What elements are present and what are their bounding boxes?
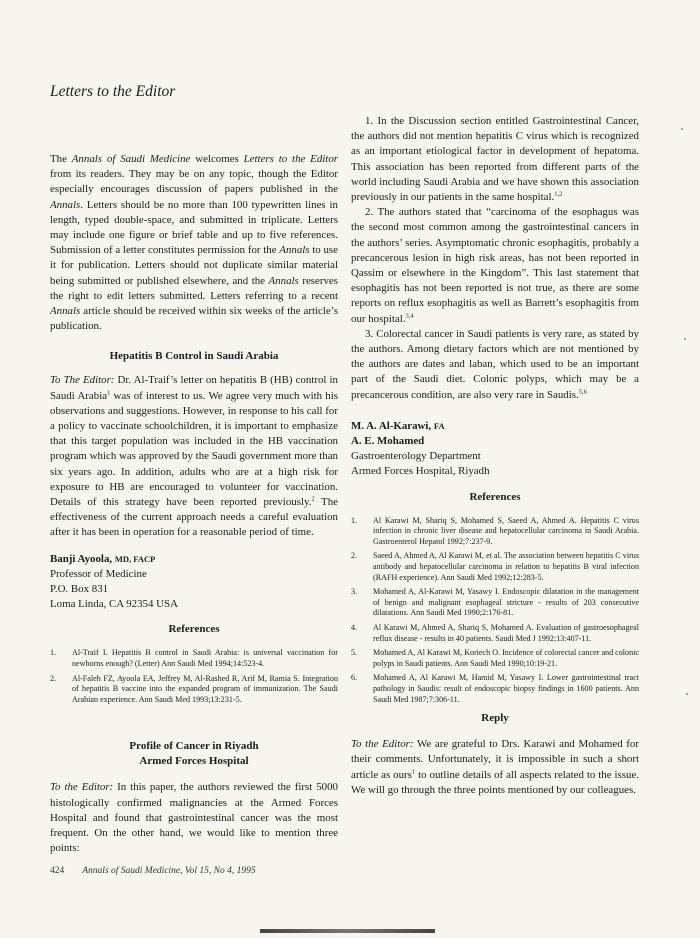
letter-text: In this paper, the authors reviewed the first 5000 histologically confirmed malignancies at the Armed Forces Hospital and found that gastrointestinal cancer was the most frequent. On the other hand, we would like to mention three points: (50, 781, 338, 855)
letter-body (50, 780, 338, 856)
reference-item (351, 551, 639, 583)
author-name: Banji Ayoola, (50, 552, 113, 565)
scan-speck (684, 338, 686, 340)
author-name: A. E. Mohamed (351, 435, 425, 448)
citation-marker: 2 (311, 495, 315, 503)
author-name: M. A. Al-Karawi, (351, 419, 432, 432)
point-text: 2. The authors stated that “carcinoma of the esophagus was the second most common among the gastrointestinal cancers in the authors’ series. Asymptomatic chronic esophagitis, probably a precancerous lesion in high risk areas, has not been reported in Qassim or elsewhere in the Kingdom”. This last statement that esophagitis has not been reported is not true, as there are some reports on reflux esophagitis as well as Barrett’s esophagitis from our hospital. (351, 206, 639, 325)
reference-number: 4. (351, 623, 358, 633)
numbered-point (351, 205, 639, 327)
reference-number: 6. (351, 673, 358, 683)
numbered-point (351, 114, 639, 205)
intro-text: from its readers. They may be on any topic, though the Editor especially encourages discussion of papers published in the (50, 168, 338, 196)
author-degree: FA (433, 420, 445, 431)
reference-item (50, 674, 338, 706)
reference-list (50, 648, 338, 705)
reference-text: Mohamed A, Al Karawi M, Hamid M, Yasawy I. Lower gastrointestinal tract pathology in Saudis: result of endoscopic biopsy findings in 1600 patients. Ann Saudi Med 1987;7:306-11. (373, 673, 639, 704)
intro-text: to use it for publication. Letters should not duplicate similar material being submitted or published elsewhere, and the (50, 244, 338, 287)
letter-salutation: To the Editor: (50, 781, 114, 794)
intro-text: reserves the right to edit letters submitted. Letters referring to a recent (50, 274, 338, 302)
reference-text: Al-Traif I. Hepatitis B control in Saudi Arabia: is universal vaccination for newborns enough? (Letter) Ann Saudi Med 1994;14:523-4. (72, 648, 338, 669)
author-title: Professor of Medicine (50, 567, 147, 580)
intro-text: The (50, 153, 72, 165)
citation-marker: 3,4 (405, 312, 414, 320)
reference-list (351, 516, 639, 706)
reference-number: 2. (351, 551, 358, 561)
reference-item (351, 648, 639, 669)
reference-text: Al Karawi M, Ahmed A, Shariq S, Mohamed A. Evaluation of gastroesophageal reflux disease - results in 40 patients. Saudi Med J 1992;13:407-11. (373, 623, 639, 643)
reference-number: 3. (351, 587, 358, 597)
point-text: 1. In the Discussion section entitled Gastrointestinal Cancer, the authors did not mention hepatitis C virus which is recognized as an important etiological factor in development of hepatoma. This association has been reported from different parts of the world including Saudi Arabia and we have shown this association previously in our patients in the same hospital. (351, 115, 639, 204)
reference-text: Mohamed A, Al Karawi M, Koriech O. Incidence of colorectal cancer and colonic polyps in Saudi patients. Ann Saudi Med 1990;10:19-21. (373, 648, 639, 668)
letter-text: Dr. Al-Traif’s letter on hepatitis B (HB) control in Saudi Arabia (50, 374, 338, 402)
journal-name: Annals (50, 305, 81, 318)
journal-name: Annals (268, 274, 299, 287)
intro-paragraph (50, 152, 338, 334)
author-institution: Armed Forces Hospital, Riyadh (351, 465, 490, 478)
reference-number: 1. (50, 648, 57, 658)
heading-line: Armed Forces Hospital (139, 755, 249, 768)
letter-text: The effectiveness of the current approach needs a careful evaluation after it has been in operation for a reasonable period of time. (50, 496, 338, 539)
journal-name: Annals of Saudi Medicine (71, 153, 191, 165)
reference-text: Al-Faleh FZ, Ayoola EA, Jeffrey M, Al-Rashed R, Arif M, Ramia S. Integration of hepatitis B vaccine into the expanded program of immunization. The Saudi Arabian experience. Ann Saudi Med 1993;13:231-5. (72, 673, 338, 704)
reference-text: Saeed A, Ahmed A, Al Karawi M, et al. The association between hepatitis C virus antibody and hepatocellular carcinoma in relation to hepatitis B viral infection (RAFH experience). Ann Saudi Med 1992;12:283-5. (373, 551, 639, 582)
reference-item (351, 623, 639, 644)
left-column (50, 80, 338, 856)
reply-text: to outline details of all aspects related to the issue. We will go through the three points mentioned by our colleagues. (351, 768, 640, 796)
author-degree: MD, FACP (114, 553, 156, 564)
references-heading: References (469, 490, 521, 503)
intro-text: . Letters should be no more than 100 typewritten lines in length, typed double-space, and submitted in triplicate. Letters may include one figure or brief table and up to five references. Submission of a letter constitutes permission for the (50, 198, 338, 257)
author-city: Loma Linda, CA 92354 USA (50, 598, 178, 611)
reference-item (351, 516, 639, 548)
author-department: Gastroenterology Department (351, 450, 481, 463)
journal-citation: Annals of Saudi Medicine, Vol 15, No 4, 1995 (82, 866, 256, 876)
author-address: P.O. Box 831 (50, 583, 109, 596)
numbered-point (351, 327, 639, 403)
heading-line: Profile of Cancer in Riyadh (129, 740, 259, 753)
author-signature (50, 552, 338, 613)
author-signature (351, 419, 639, 480)
page-number: 424 (50, 866, 65, 876)
reference-text: Mohamed A, Al-Karawi M, Yasawy I. Endoscopic dilatation in the management of benign and malignant esophageal stricture - results of 203 consecutive dilatations. Ann Saudi Med 1990;2:176-81. (373, 587, 639, 618)
reference-item (351, 587, 639, 619)
citation-marker: 1,2 (554, 190, 563, 198)
reference-number: 5. (351, 648, 358, 658)
intro-text: article should be received within six weeks of the article’s publication. (50, 305, 338, 333)
scan-edge-bar (260, 929, 435, 933)
scan-speck (681, 128, 683, 130)
letter-heading: Hepatitis B Control in Saudi Arabia (109, 350, 279, 363)
journal-name: Annals (279, 244, 310, 257)
right-column (351, 80, 639, 798)
reference-number: 2. (50, 673, 57, 683)
citation-marker: 1 (107, 389, 111, 397)
letter-text: was of interest to us. We agree very much with his observations and suggestions. However, in response to his call for a policy to vaccinate schoolchildren, it is important to emphasize that this target population was included in the HB vaccination program which was approved by the Saudi government more than six years ago. In addition, adults who are at a high risk for exposure to HB are encouraged to volunteer for vaccination. Details of this strategy have been reported previously. (50, 389, 339, 509)
letter-salutation: To The Editor: (50, 374, 115, 387)
reply-text: We are grateful to Drs. Karawi and Mohamed for their comments. Unfortunately, it is impossible in such a short article as ours (351, 738, 640, 781)
journal-name: Annals (50, 198, 81, 211)
letter-heading (50, 739, 338, 769)
letter-body (50, 373, 338, 540)
citation-marker: 1 (411, 767, 416, 775)
citation-marker: 5,6 (578, 388, 587, 396)
page-footer (50, 866, 256, 876)
reference-number: 1. (351, 515, 358, 525)
references-heading: References (168, 623, 220, 636)
reference-item (50, 648, 338, 669)
reference-text: Al Karawi M, Shariq S, Mohamed S, Saeed A, Ahmed A. Hepatitis C virus infection in chronic liver disease and hepatocellular carcinoma in Saudi Arabia. Gastroenterol Hepatol 1992;7:237-9. (373, 515, 639, 546)
point-text: 3. Colorectal cancer in Saudi patients is very rare, as stated by the authors. Among dietary factors which are not mentioned by the authors are dates and laban, which used to be an important part of the Saudi diet. Colonic polyps, which may be a precancerous condition, are also very rare in Saudis. (351, 327, 639, 401)
reply-heading: Reply (481, 712, 509, 725)
scan-speck (686, 693, 688, 695)
reference-item (351, 673, 639, 705)
reply-body (351, 737, 639, 798)
section-name: Letters to the Editor (243, 153, 339, 165)
intro-text: welcomes (190, 153, 244, 165)
letter-salutation: To the Editor: (351, 738, 414, 751)
page-title: Letters to the Editor (50, 83, 176, 100)
